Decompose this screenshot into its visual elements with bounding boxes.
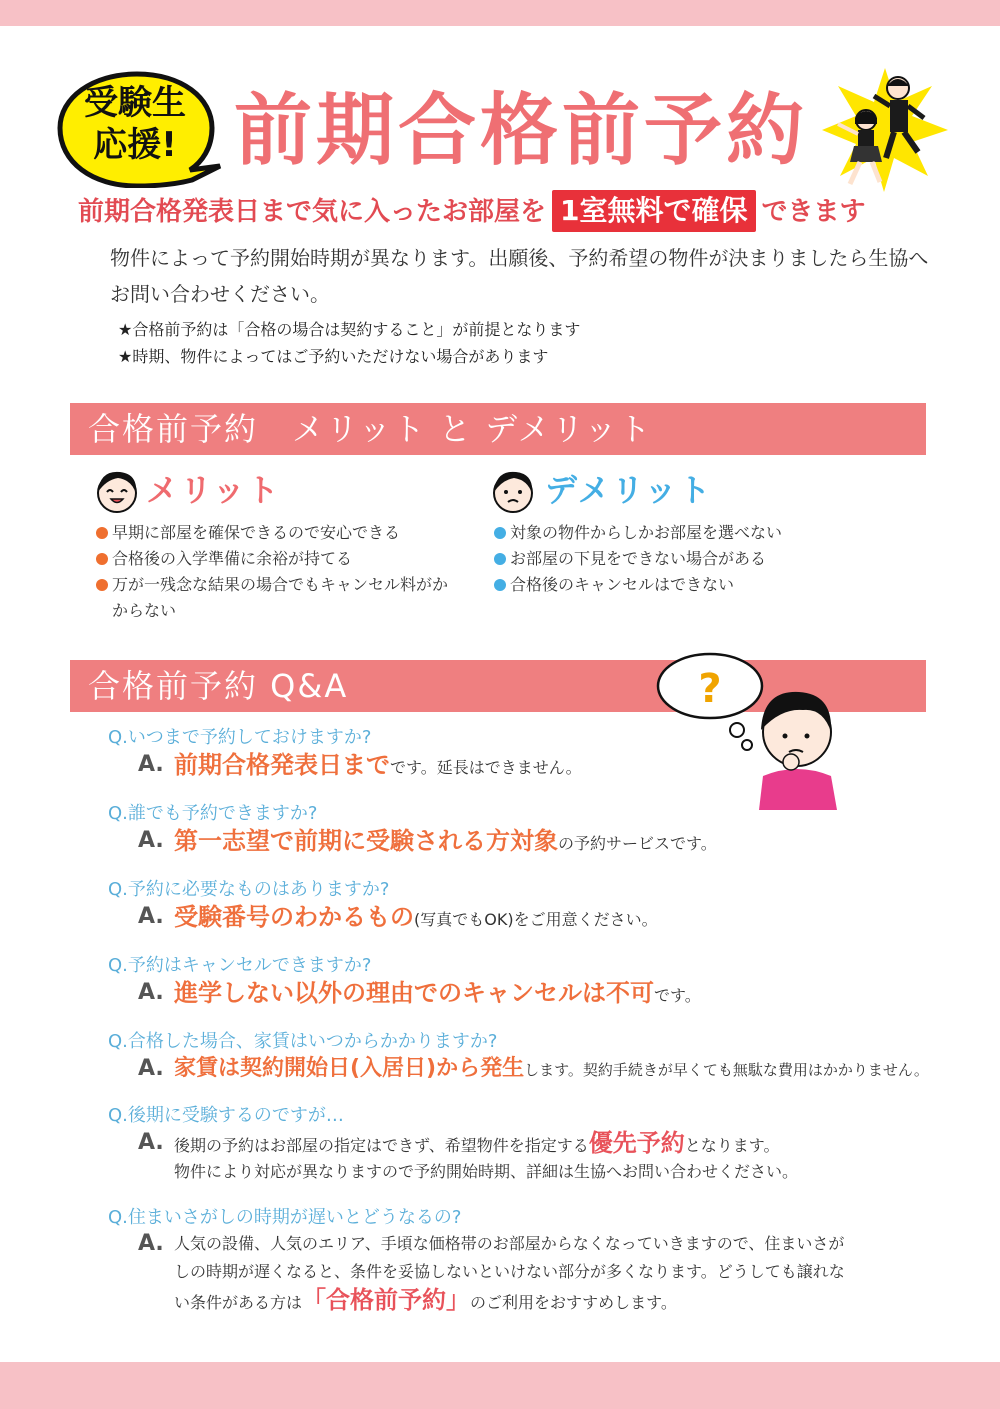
answer-rest: です。延長はできません。 [390, 758, 582, 777]
answer-rest: です。 [654, 986, 701, 1005]
question-text: Q.合格した場合、家賃はいつからかかりますか? [108, 1031, 498, 1052]
demerit-title: デメリット [545, 471, 713, 509]
answer-text: 後期の予約はお部屋の指定はできず、希望物件を指定する [174, 1136, 589, 1155]
answer-label: A. [138, 1130, 164, 1155]
answer-highlight: 優先予約 [588, 1129, 685, 1157]
answer-rest: します。契約手続きが早くても無駄な費用はかかりません。 [524, 1061, 929, 1079]
answer-text: となります。 [684, 1136, 780, 1155]
merit-item: 早期に部屋を確保できるので安心できる [96, 520, 456, 546]
answer-text: い条件がある方は [174, 1293, 303, 1312]
qa-item [108, 802, 948, 859]
answer-text: しの時期が遅くなると、条件を妥協しないといけない部分が多くなります。どうしても譲れな [174, 1262, 845, 1281]
answer [108, 978, 948, 1011]
subtitle-before: 前期合格発表日まで気に入ったお部屋を [78, 197, 547, 227]
happy-girl-face-icon [92, 466, 142, 516]
answer-text: 人気の設備、人気のエリア、手頃な価格帯のお部屋からなくなっていきますので、住まいさが [174, 1234, 845, 1253]
subtitle-after: できます [761, 197, 866, 227]
answer-text: 物件により対応が異なりますので予約開始時期、詳細は生協へお問い合わせください。 [174, 1162, 799, 1181]
answer-text: のご利用をおすすめします。 [470, 1293, 677, 1312]
question-mark: ? [698, 666, 722, 712]
question-text: Q.誰でも予約できますか? [108, 803, 318, 824]
answer-highlight: 第一志望で前期に受験される方対象 [174, 827, 558, 855]
page-title: 前期合格前予約 [234, 86, 809, 176]
free-room-badge: 1室無料で確保 [552, 190, 755, 232]
answer [108, 826, 948, 859]
note-2: ★時期、物件によってはご予約いただけない場合があります [118, 347, 549, 366]
merit-list [96, 520, 456, 624]
qa-item [108, 1030, 948, 1085]
answer-rest: (写真でもOK)をご用意ください。 [414, 910, 658, 929]
answer-label: A. [138, 752, 164, 777]
question-text: Q.予約に必要なものはありますか? [108, 879, 390, 900]
top-band [0, 0, 1000, 26]
merit-item: 万が一残念な結果の場合でもキャンセル料がかからない [96, 572, 456, 624]
badge-line-2: 応援! [93, 125, 177, 165]
merit-item: 合格後の入学準備に余裕が持てる [96, 546, 456, 572]
qa-section-bar: 合格前予約 Q&A [70, 660, 926, 712]
demerit-list [494, 520, 874, 598]
answer-highlight: 進学しない以外の理由でのキャンセルは不可 [174, 979, 654, 1007]
answer [108, 902, 948, 935]
question-text: Q.住まいさがしの時期が遅いとどうなるの? [108, 1207, 462, 1228]
answer-label: A. [138, 904, 164, 929]
answer-label: A. [138, 1231, 164, 1256]
running-students-icon [820, 66, 950, 194]
answer-highlight: 家賃は契約開始日(入居日)から発生 [174, 1056, 525, 1081]
demerit-item: お部屋の下見をできない場合がある [494, 546, 874, 572]
qa-item [108, 878, 948, 935]
answer-highlight: 前期合格発表日まで [174, 751, 390, 779]
qa-item [108, 954, 948, 1011]
merit-section-bar: 合格前予約 メリット と デメリット [70, 403, 926, 455]
question-text: Q.後期に受験するのですが… [108, 1105, 344, 1126]
answer-label: A. [138, 828, 164, 853]
intro-text: 物件によって予約開始時期が異なります。出願後、予約希望の物件が決まりましたら生協へお問い合わせください。 [110, 246, 929, 306]
answer [108, 1128, 948, 1183]
demerit-item: 合格後のキャンセルはできない [494, 572, 874, 598]
question-text: Q.予約はキャンセルできますか? [108, 955, 372, 976]
answer-label: A. [138, 1056, 164, 1081]
answer [108, 750, 948, 783]
answer-rest: の予約サービスです。 [558, 834, 717, 853]
worried-girl-face-icon [488, 466, 538, 516]
answer-label: A. [138, 980, 164, 1005]
merit-title: メリット [146, 471, 281, 509]
qa-item [108, 726, 948, 783]
qa-item [108, 1104, 948, 1183]
answer-highlight: 受験番号のわかるもの [174, 903, 414, 931]
note-1: ★合格前予約は「合格の場合は契約すること」が前提となります [118, 320, 581, 339]
answer [108, 1054, 948, 1085]
supporter-badge [64, 82, 206, 166]
demerit-item: 対象の物件からしかお部屋を選べない [494, 520, 874, 546]
answer-highlight: 「合格前予約」 [302, 1286, 471, 1314]
badge-line-1: 受験生 [84, 83, 186, 123]
answer [108, 1230, 948, 1317]
bottom-band [0, 1362, 1000, 1409]
subtitle [78, 190, 866, 233]
qa-item [108, 1206, 948, 1317]
question-text: Q.いつまで予約しておけますか? [108, 727, 372, 748]
notes [118, 316, 580, 370]
